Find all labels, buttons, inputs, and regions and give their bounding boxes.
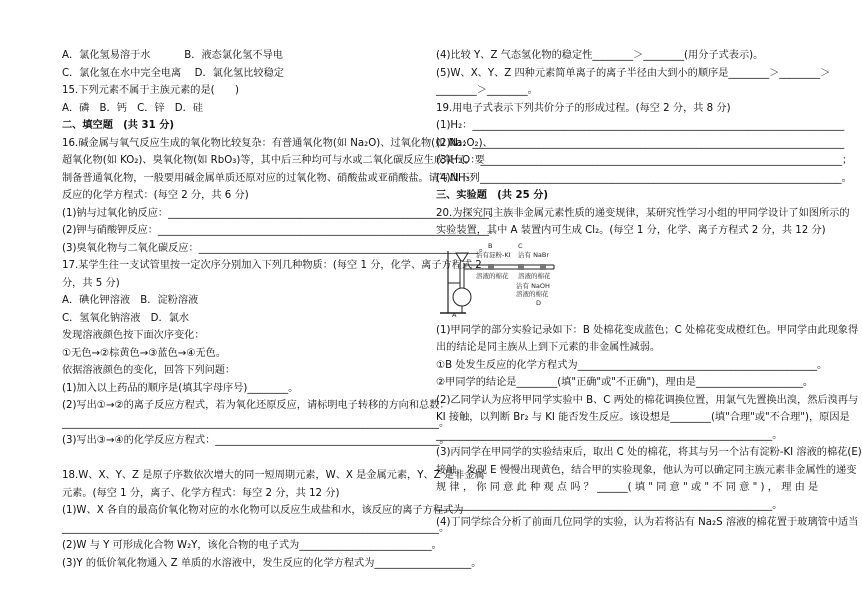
text-line: ①无色→②棕黄色→③蓝色→④无色。 — [62, 347, 227, 359]
label-c-desc2: 溶液的棉花 — [518, 271, 551, 280]
answer-line[interactable]: ②甲同学的结论是________(填"正确"或"不正确")，理由是_____________________。 — [436, 377, 814, 388]
text-line: C．氢氧化钠溶液 D．氯水 — [62, 312, 190, 324]
answer-line[interactable]: __________________________________________________________________________。 — [62, 417, 450, 429]
right-column — [436, 48, 862, 533]
answer-line[interactable]: (3)H₂O：_______________________________________________________________________； — [436, 155, 853, 166]
answer-line[interactable]: KI 接触，以判断 Br₂ 与 KI 能否发生反应。该设想是________(填"合理"或"不合理")，原因是 — [436, 412, 850, 423]
answer-line[interactable]: 规 律 ， 你 同 意 此 种 观 点 吗 ？ ______( 填 " 同 意 " 或 " 不 同 意 " ) ， 理 由 是 — [436, 482, 819, 493]
section-heading-experiment: 三、实验题 (共 25 分) — [436, 190, 549, 201]
text-line: 发现溶液颜色按下面次序变化： — [62, 330, 205, 341]
label-b-desc2: 溶液的棉花 — [476, 271, 509, 280]
text-line: (3)丙同学在甲同学的实验结束后，取出 C 处的棉花，将其与另一个沾有淀粉-KI 溶液的棉花(E) — [436, 447, 862, 458]
text-line: (1)甲同学的部分实验记录如下：B 处棉花变成蓝色；C 处棉花变成橙红色。甲同学由此现象得 — [436, 324, 859, 336]
text-line: 制备普通氧化物，一般要用碱金属单质还原对应的过氧化物、硝酸盐或亚硝酸盐。请写出下列 — [62, 172, 480, 184]
answer-line[interactable]: (2)W 与 Y 可形成化合物 W₂Y，该化合物的电子式为__________________________。 — [62, 540, 442, 551]
question-18: 18.W、X、Y、Z 是原子序数依次增大的同一短周期元素，W、X 是金属元素，Y、Z 是非金属 — [62, 470, 485, 481]
answer-line[interactable]: (4)NH₃：_______________________________________________________________________。 — [436, 172, 852, 184]
label-a: A — [452, 310, 457, 319]
label-d: D — [536, 298, 542, 307]
cotton-c — [518, 264, 524, 270]
text-line: A．磷 B．钙 C．锌 D．硅 — [62, 102, 203, 114]
text-line: A．氯化氢易溶于水 B．液态氯化氢不导电 — [62, 50, 283, 61]
text-line: 依据溶液颜色的变化，回答下列问题： — [62, 365, 236, 376]
answer-line[interactable]: (1)H₂：_________________________________________________________________________ — [436, 120, 845, 131]
answer-line[interactable]: __________________________________________________________________________。 — [62, 522, 450, 534]
text-line: 实验装置，其中 A 装置内可生成 Cl₂。(每空 1 分，化学、离子方程式 2 分，共 12 分) — [436, 225, 826, 236]
question-15: 15.下列元素不属于主族元素的是( ) — [62, 85, 239, 96]
text-line: 出的结论是同主族从上到下元素的非金属性减弱。 — [436, 342, 661, 353]
text-line: 元素。(每空 1 分，离子、化学方程式：每空 2 分，共 12 分) — [62, 487, 340, 499]
answer-line[interactable]: (5)W、X、Y、Z 四种元素简单离子的离子半径由大到小的顺序是________＞________＞ — [436, 67, 831, 79]
answer-line[interactable]: (3)写出③→④的化学反应方程式：____________________________________________。 — [62, 435, 450, 446]
text-line: A．碘化钾溶液 B．淀粉溶液 — [62, 295, 199, 306]
text-line: C．氯化氢在水中完全电离 D．氯化氢比较稳定 — [62, 67, 284, 79]
answer-line[interactable]: ________＞________。 — [436, 85, 538, 96]
answer-line[interactable]: (2)N₂：_________________________________________________________________________ — [436, 137, 845, 149]
label-d-desc2: 溶液的棉花 — [516, 289, 549, 298]
cotton-b — [488, 264, 494, 270]
text-line: (4)丁同学综合分析了前面几位同学的实验，认为若将沾有 Na₂S 溶液的棉花置于玻璃管中适当 — [436, 517, 859, 528]
cotton-d — [540, 264, 546, 270]
question-16: 16.碱金属与氧气反应生成的氧化物比较复杂：有普通氧化物(如 Na₂O)、过氧化物(如 Na₂O₂)、 — [62, 137, 493, 149]
spacer-line — [62, 451, 436, 469]
text-line: 分，共 5 分) — [62, 277, 120, 289]
label-c: C — [518, 241, 523, 250]
label-b: B — [488, 241, 493, 250]
text-line: (2)写出①→②的离子反应方程式，若为氧化还原反应，请标明电子转移的方向和总数： — [62, 400, 450, 411]
label-d-desc1: 沾有 NaOH — [516, 281, 550, 290]
text-line: 反应的化学方程式：(每空 2 分，共 6 分) — [62, 190, 249, 201]
question-19: 19.用电子式表示下列共价分子的形成过程。(每空 2 分，共 8 分) — [436, 102, 731, 114]
answer-line[interactable]: (3)Y 的低价氧化物通入 Z 单质的水溶液中，发生反应的化学方程式为___________________。 — [62, 557, 482, 569]
label-b-desc1: 沾有淀粉-KI — [476, 250, 511, 259]
answer-line[interactable]: (2)钾与硝酸钾反应：_________________________________________________________________。 — [62, 225, 500, 236]
text-line: 接触，发现 E 慢慢出现黄色，结合甲的实验现象，他认为可以确定同主族元素非金属性的递变 — [436, 464, 857, 476]
answer-line[interactable]: __________________________________________________________________。 — [436, 499, 783, 511]
apparatus-diagram — [436, 243, 810, 319]
answer-line[interactable]: (1)加入以上药品的顺序是(填其字母序号)________。 — [62, 382, 299, 394]
answer-line[interactable]: (4)比较 Y、Z 气态氢化物的稳定性________＞________(用分子式表示)。 — [436, 50, 764, 61]
text-line: (2)乙同学认为应将甲同学实验中 B、C 两处的棉花调换位置，用氯气先置换出溴，然后溴再与 — [436, 394, 859, 406]
question-20: 20.为探究同主族非金属元素性质的递变规律，某研究性学习小组的甲同学设计了如图所示的 — [436, 207, 850, 219]
question-17: 17.某学生往一支试管里按一定次序分别加入下列几种物质：(每空 1 分，化学、离子方程式 2 — [62, 260, 482, 271]
answer-line[interactable]: (1)钠与过氧化钠反应：_______________________________________________________________。 — [62, 207, 500, 219]
answer-line[interactable]: ①B 处发生反应的化学方程式为_______________________________________________。 — [436, 359, 828, 371]
text-line: 超氧化物(如 KO₂)、臭氧化物(如 RbO₃)等，其中后三种均可与水或二氧化碳反应生成氧气。要 — [62, 155, 485, 166]
text-line: (1)W、X 各自的最高价氧化物对应的水化物可以反应生成盐和水，该反应的离子方程式为 — [62, 505, 464, 516]
answer-line[interactable]: (3)臭氧化物与二氧化碳反应：_______________________________________________________。 — [62, 242, 490, 254]
section-heading-fill-in: 二、填空题 (共 31 分) — [62, 120, 175, 131]
label-c-desc1: 沾有 NaBr — [518, 250, 550, 259]
answer-line[interactable]: __________________________________________________________________。 — [436, 429, 783, 441]
